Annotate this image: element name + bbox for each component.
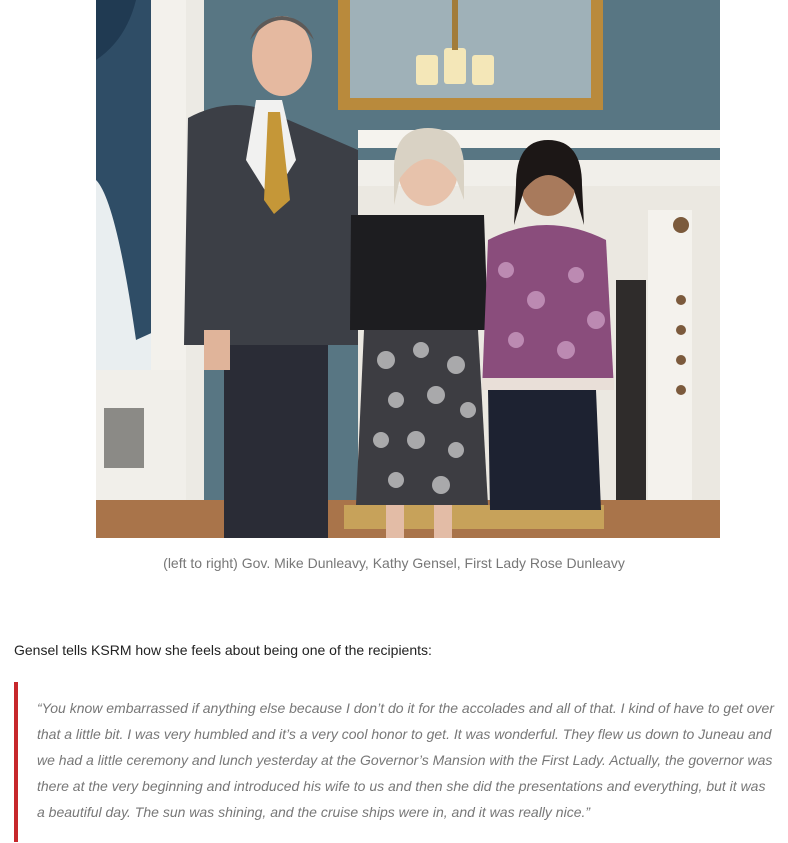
quote-text: “You know embarrassed if anything else because I don’t do it for the accolades and all of that. I kind of have to get over that a little bit. I was very humbled and it’s a very cool honor to get. It was wonderful. They flew us down to Juneau and we had a little ceremony and lunch yesterday at the Governor’s Mansion with the First Lady. Actually, the governor was there at the very beginning and introduced his wife to us and then she did the presentations and everything, but it was a beautiful day. The sun was shining, and the cruise ships were in, and it was really nice.”: [37, 700, 775, 820]
intro-paragraph: Gensel tells KSRM how she feels about being one of the recipients:: [14, 642, 432, 658]
pull-quote: [14, 682, 776, 842]
article-photo: [96, 0, 720, 538]
photo-caption: (left to right) Gov. Mike Dunleavy, Kathy Gensel, First Lady Rose Dunleavy: [163, 555, 625, 571]
